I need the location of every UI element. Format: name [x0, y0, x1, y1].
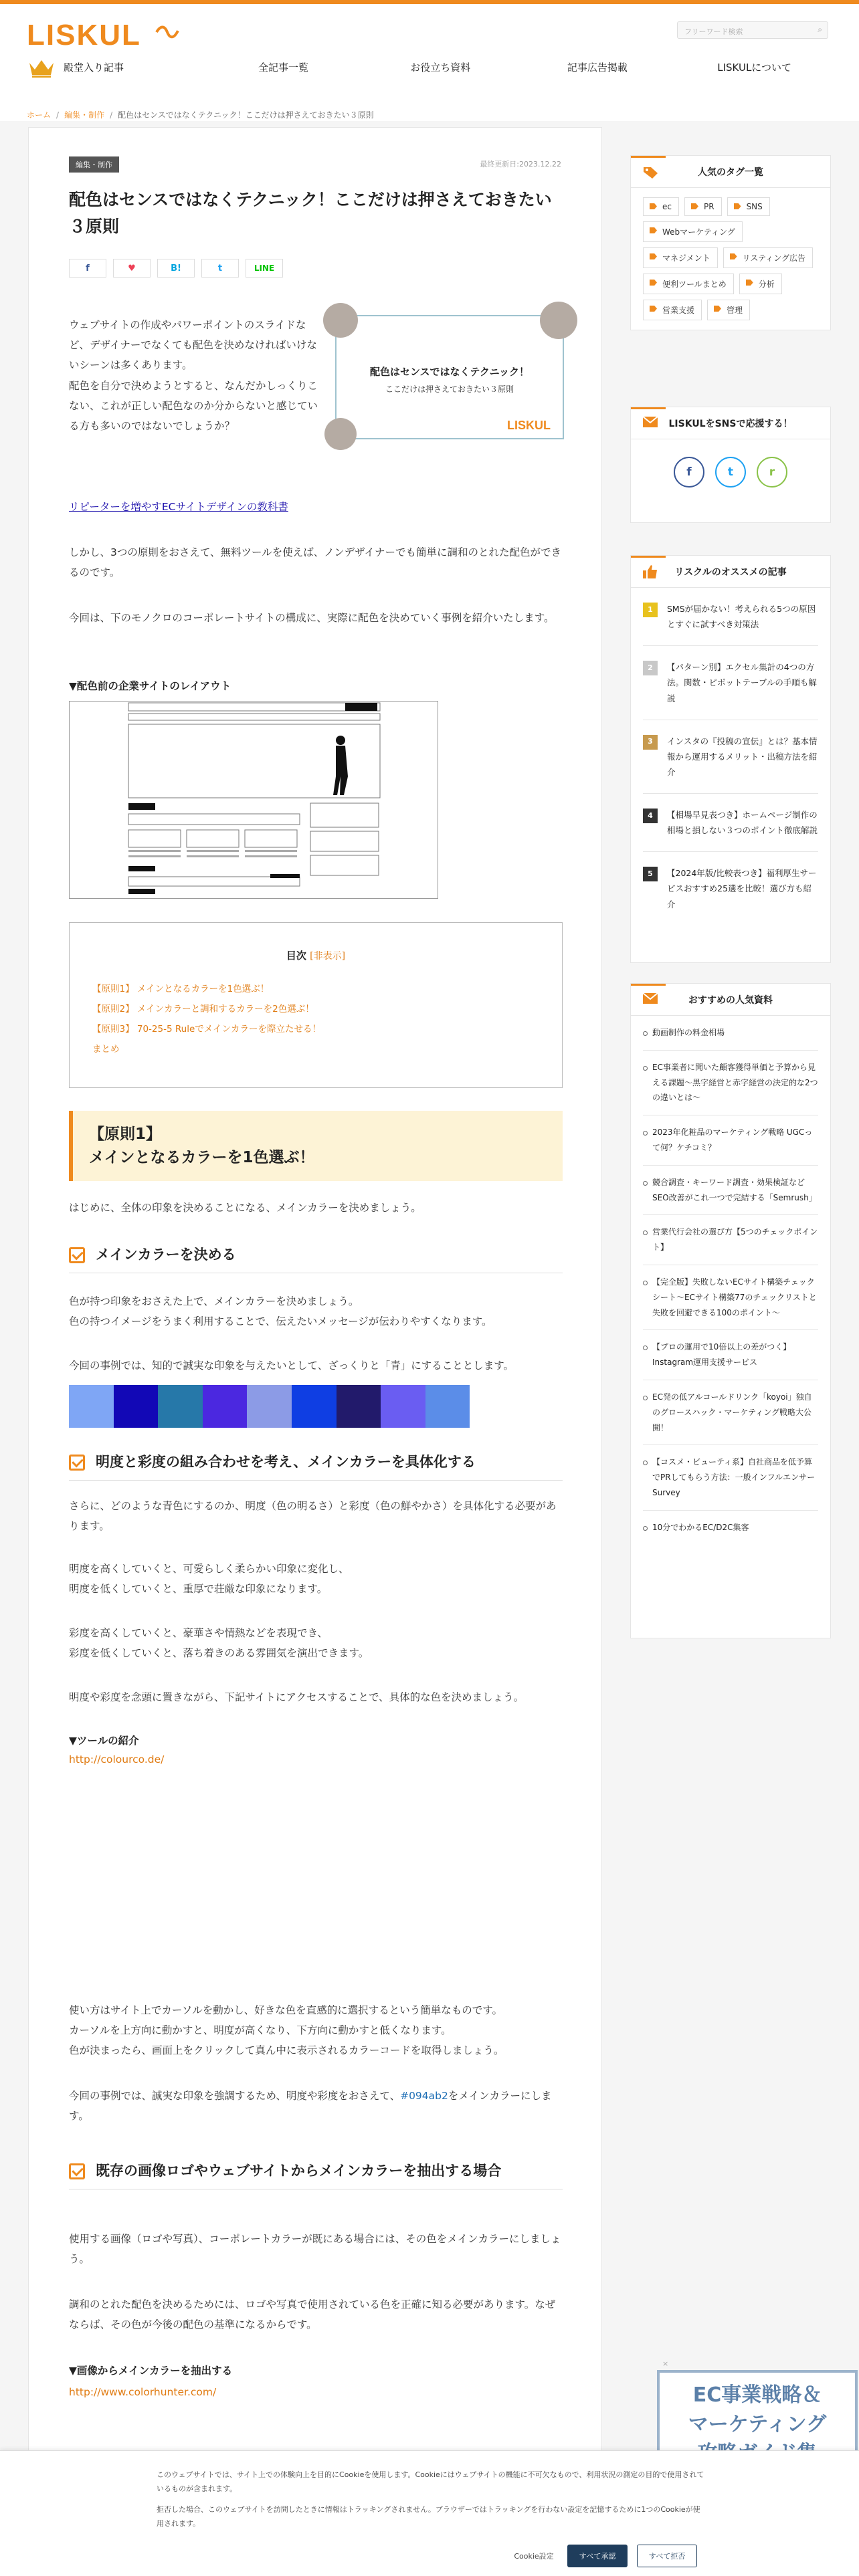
toc-item-1[interactable]: 【原則1】 メインとなるカラーを1色選ぶ！ — [92, 984, 270, 994]
case-paragraph: 今回の事例では、誠実な印象を強調するため、明度や彩度をおさえて、#094ab2をメインカラーにします。 — [69, 2090, 552, 2123]
eyecatch-subtitle: ここだけは押さえておきたい３原則 — [385, 385, 514, 394]
share-twitter-button[interactable]: t — [201, 259, 239, 278]
eyecatch-logo: LISKUL — [507, 419, 551, 432]
color-swatch — [247, 1385, 292, 1428]
rank-number-badge: 3 — [643, 735, 658, 750]
resource-item[interactable]: EC事業者に聞いた顧客獲得単価と予算から見える課題〜黒字経営と赤字経営の決定的な2つの違いとは〜 — [643, 1051, 818, 1115]
check-icon — [69, 1247, 85, 1263]
crown-icon — [28, 58, 55, 78]
monochrome-layout-image — [69, 701, 438, 899]
mail-icon — [643, 417, 658, 427]
check-icon — [69, 1455, 85, 1471]
logo-wave-icon — [155, 25, 179, 39]
resource-item[interactable]: 競合調査・キーワード調査・効果検証などSEO改善がこれ一つで完結する「Semrush」 — [643, 1166, 818, 1216]
share-buttons — [69, 259, 283, 278]
extract-paragraph-b: 調和のとれた配色を決めるためには、ロゴや写真で使用されている色を正確に知る必要があります。なぜならば、その色が今後の配色の基準になるからです。 — [69, 2298, 556, 2331]
table-of-contents — [69, 922, 563, 1088]
resource-item[interactable]: 【プロの運用で10倍以上の差がつく】Instagram運用支援サービス — [643, 1330, 818, 1380]
rank-number-badge: 2 — [643, 661, 658, 675]
main-color-paragraph-b: 色の持つイメージをうまく利用することで、伝えたいメッセージが伝わりやすくなります。 — [69, 1315, 492, 1327]
toc-item-2[interactable]: 【原則2】 メインカラーと調和するカラーを2色選ぶ！ — [92, 1004, 314, 1014]
brightness-paragraph-b: 明度を高くしていくと、可愛らしく柔らかい印象に変化し、 — [69, 1563, 349, 1575]
tool-caption: ▼ツールの紹介 — [69, 1735, 139, 1747]
twitter-icon[interactable]: t — [715, 457, 746, 488]
rank-number-badge: 4 — [643, 809, 658, 823]
ec-strategy-banner[interactable]: EC事業戦略＆ マーケティング — [657, 2370, 858, 2470]
principle-1-intro: はじめに、全体の印象を決めることになる、メインカラーを決めましょう。 — [69, 1202, 421, 1214]
site-logo[interactable]: LISKUL — [27, 19, 141, 51]
category-badge[interactable]: 編集・制作 — [69, 156, 119, 173]
tool-usage-b: カーソルを上方向に動かすと、明度が高くなり、下方向に動かすと低くなります。 — [69, 2024, 452, 2036]
main-color-paragraph-a: 色が持つ印象をおさえた上で、メインカラーを決めましょう。 — [69, 1295, 359, 1307]
subheading-decide-main-color: メインカラーを決める — [69, 1245, 563, 1273]
ranking-title: SMSが届かない！考えられる5つの原因とすぐに試すべき対策法 — [667, 604, 816, 630]
mail-icon — [643, 993, 658, 1004]
saturation-paragraph-b: 彩度を低くしていくと、落ち着きのある雰囲気を演出できます。 — [69, 1647, 369, 1659]
banner-close-button[interactable]: × — [662, 2359, 669, 2368]
color-swatch — [337, 1385, 381, 1428]
toc-toggle-button[interactable]: [非表示] — [310, 951, 346, 962]
tag-item[interactable]: 便利ツールまとめ — [643, 274, 734, 294]
cookie-accept-button[interactable]: すべて承認 — [567, 2545, 628, 2567]
breadcrumb-current: 配色はセンスではなくテクニック！ここだけは押さえておきたい３原則 — [118, 110, 374, 120]
ec-design-link[interactable]: リピーターを増やすECサイトデザインの教科書 — [69, 501, 288, 513]
cookie-reject-button[interactable]: すべて拒否 — [637, 2545, 697, 2567]
rank-number-badge: 5 — [643, 867, 658, 881]
eyecatch-title: 配色はセンスではなくテクニック！ — [369, 366, 530, 378]
toc-title: 目次 [非表示] — [286, 950, 346, 962]
resource-item[interactable]: 10分でわかるEC/D2C集客 — [643, 1511, 818, 1545]
ranking-title: インスタの『投稿の宣伝』とは？基本情報から運用するメリット・出稿方法を紹介 — [667, 736, 818, 777]
color-swatch — [381, 1385, 425, 1428]
resource-item[interactable]: EC発の低アルコールドリンク「koyoi」独自のグロースハック・マーケティング戦略大公開！ — [643, 1380, 818, 1445]
toc-item-4[interactable]: まとめ — [92, 1044, 120, 1055]
paragraph-2: しかし、3つの原則をおさえて、無料ツールを使えば、ノンデザイナーでも簡単に調和のとれた配色ができるのです。 — [69, 546, 562, 579]
eyecatch-image — [335, 315, 564, 439]
breadcrumb-category[interactable]: 編集・制作 — [64, 110, 105, 120]
facebook-icon[interactable]: f — [674, 457, 704, 488]
tag-item[interactable]: 管理 — [707, 300, 750, 320]
colourco-link[interactable]: http://colourco.de/ — [69, 1753, 165, 1765]
resource-item[interactable]: 2023年化粧品のマーケティング戦略 UGCって何？ケチコミ？ — [643, 1115, 818, 1166]
brightness-paragraph-f: 明度や彩度を念頭に置きながら、下記サイトにアクセスすることで、具体的な色を決めましょう。 — [69, 1691, 524, 1703]
color-swatch — [203, 1385, 248, 1428]
site-header — [0, 4, 859, 121]
layout-caption: ▼配色前の企業サイトのレイアウト — [69, 680, 231, 692]
breadcrumb: ホーム / 編集・制作 / 配色はセンスではなくテクニック！ここだけは押さえておきたい３原則 — [27, 110, 374, 120]
main-color-paragraph-c: 今回の事例では、知的で誠実な印象を与えたいとして、ざっくりと「青」にすることとします。 — [69, 1360, 514, 1372]
brightness-paragraph-a: さらに、どのような青色にするのか、明度（色の明るさ）と彩度（色の鮮やかさ）を具体化する必要があります。 — [69, 1500, 557, 1533]
tag-item[interactable]: 分析 — [739, 274, 782, 294]
recommended-articles-widget: リスクルのオススメの記事 1 SMSが届かない！考えられる5つの原因とすぐに試すべき対策法 2 【パターン別】エクセル集計の4つの方法。関数・ピボットテーブルの手順も解説 3 インスタの『投稿の宣伝』とは？基本情報から運用するメリット・出稿方法を紹介 4 【相場早見表つき】ホームページ制作の相場と損しない３つのポイント徹底解説 5 【2024年版/比較表つき】福利厚生サービスおすすめ25選を比較！選び方も紹介 — [630, 555, 831, 963]
extract-paragraph-a: 使用する画像（ロゴや写真）、コーポレートカラーが既にある場合には、その色をメインカラーにしましょう。 — [69, 2233, 561, 2266]
ranking-list — [631, 588, 830, 926]
tag-item[interactable]: SNS — [727, 197, 770, 216]
tag-item[interactable]: ec — [643, 197, 679, 216]
ranking-item[interactable] — [643, 794, 818, 852]
tag-item[interactable]: リスティング広告 — [723, 247, 813, 268]
sns-widget: LISKULをSNSで応援する！ f t r — [630, 407, 831, 523]
popular-resources-widget: おすすめの人気資料 動画制作の料金相場 EC事業者に聞いた顧客獲得単価と予算から見える課題〜黒字経営と赤字経営の決定的な2つの違いとは〜 2023年化粧品のマーケティング戦略 UGCって何？ケチコミ？ 競合調査・キーワード調査・効果検証などSEO改善がこれ一つで完結する「Semrush」 営業代行会社の選び方【5つのチェックポイント】 【完全版】失敗しないECサイト構築チェックシート〜ECサイト構築77のチェックリストと失敗を回避できる100のポイント〜 【プロの運用で10倍以上の差がつく】Instagram運用支援サービス EC発の低アルコールドリンク「koyoi」独自のグロースハック・マーケティング戦略大公開！ 【コスメ・ビューティ系】自社商品を低予算でPRしてもらう方法：一般インフルエンサーSurvey 10分でわかるEC/D2C集客 — [630, 983, 831, 1638]
tag-icon — [643, 165, 659, 179]
tag-item[interactable]: 営業支援 — [643, 300, 702, 320]
ranking-item[interactable] — [643, 588, 818, 646]
updated-date: 最終更新日:2023.12.22 — [480, 160, 561, 169]
breadcrumb-home[interactable]: ホーム — [27, 110, 52, 120]
rss-icon[interactable]: r — [757, 457, 787, 488]
subheading-brightness-saturation: 明度と彩度の組み合わせを考え、メインカラーを具体化する — [69, 1452, 563, 1481]
resource-item[interactable]: 【コスメ・ビューティ系】自社商品を低予算でPRしてもらう方法：一般インフルエンサーSurvey — [643, 1445, 818, 1510]
intro-paragraph: ウェブサイトの作成やパワーポイントのスライドなど、デザイナーでなくても配色を決めなければいけないシーンは多くあります。 配色を自分で決めようとすると、なんだかしっくりこない、これが正しい配色なのか分からないと感じている方も多いのではないでしょうか？ — [69, 319, 318, 433]
subheading-extract-color: 既存の画像ロゴやウェブサイトからメインカラーを抽出する場合 — [69, 2161, 563, 2189]
tag-item[interactable]: Webマーケティング — [643, 221, 743, 242]
share-line-button[interactable]: LINE — [246, 259, 283, 278]
color-swatch — [292, 1385, 337, 1428]
check-icon — [69, 2163, 85, 2179]
ranking-item[interactable] — [643, 720, 818, 794]
brightness-paragraph-c: 明度を低くしていくと、重厚で荘厳な印象になります。 — [69, 1583, 328, 1595]
nav-all-articles[interactable]: 全記事一覧 — [258, 62, 309, 74]
tool-usage-a: 使い方はサイト上でカーソルを動かし、好きな色を直感的に選択するという簡単なものです。 — [69, 2004, 503, 2016]
resource-item[interactable]: 【完全版】失敗しないECサイト構築チェックシート〜ECサイト構築77のチェックリストと失敗を回避できる100のポイント〜 — [643, 1265, 818, 1330]
share-pocket-button[interactable]: ♥ — [113, 259, 151, 278]
article-title: 配色はセンスではなくテクニック！ここだけは押さえておきたい３原則 — [69, 190, 552, 236]
share-hatena-button[interactable]: B! — [157, 259, 195, 278]
search-input[interactable] — [677, 21, 828, 39]
global-nav — [64, 60, 833, 74]
tool-usage-c: 色が決まったら、画面上をクリックして真ん中に表示されるカラーコードを取得しましょう。 — [69, 2044, 504, 2056]
paragraph-3: 今回は、下のモノクロのコーポレートサイトの構成に、実際に配色を決めていく事例を紹介いたします。 — [69, 612, 555, 624]
tag-item[interactable]: マネジメント — [643, 247, 718, 268]
resource-item[interactable]: 営業代行会社の選び方【5つのチェックポイント】 — [643, 1215, 818, 1265]
color-swatch — [158, 1385, 203, 1428]
colorhunter-link[interactable]: http://www.colorhunter.com/ — [69, 2386, 217, 2398]
search-icon[interactable]: ⌕ — [818, 25, 822, 34]
section-heading-principle-1: 【原則1】 メインとなるカラーを1色選ぶ！ — [69, 1111, 563, 1181]
cookie-consent-bar — [0, 2450, 859, 2576]
blue-color-swatches — [69, 1385, 470, 1428]
tag-item[interactable]: PR — [684, 197, 722, 216]
popular-tags-widget: 人気のタグ一覧 ec PR SNS Webマーケティング マネジメント リスティング広告 便利ツールまとめ 分析 営業支援 管理 — [630, 155, 831, 330]
ranking-title: 【2024年版/比較表つき】福利厚生サービスおすすめ25選を比較！選び方も紹介 — [667, 868, 817, 909]
rank-number-badge: 1 — [643, 603, 658, 617]
resources-list — [631, 1016, 830, 1545]
color-swatch — [69, 1385, 114, 1428]
color-swatch — [425, 1385, 470, 1428]
tag-list — [631, 188, 830, 330]
thumbs-up-icon — [643, 565, 658, 578]
nav-about[interactable]: LISKULについて — [717, 62, 792, 74]
sns-buttons — [631, 439, 830, 505]
resource-item[interactable]: 動画制作の料金相場 — [643, 1016, 818, 1051]
color-swatch — [114, 1385, 159, 1428]
share-facebook-button[interactable]: f — [69, 259, 106, 278]
article-container — [28, 127, 602, 2468]
nav-advertising[interactable]: 記事広告掲載 — [567, 62, 628, 74]
ranking-item[interactable] — [643, 852, 818, 925]
ranking-title: 【相場早見表つき】ホームページ制作の相場と損しない３つのポイント徹底解説 — [667, 810, 818, 836]
search-placeholder: フリーワード検索 — [684, 27, 743, 36]
ranking-item[interactable] — [643, 646, 818, 720]
cookie-settings-button[interactable]: Cookie設定 — [514, 2552, 554, 2561]
nav-resources[interactable]: お役立ち資料 — [410, 62, 471, 74]
extract-caption: ▼画像からメインカラーを抽出する — [69, 2365, 233, 2377]
toc-item-3[interactable]: 【原則3】 70-25-5 Ruleでメインカラーを際立たせる！ — [92, 1024, 321, 1035]
nav-hall-of-fame[interactable]: 殿堂入り記事 — [64, 62, 124, 74]
saturation-paragraph-a: 彩度を高くしていくと、豪華さや情熱などを表現でき、 — [69, 1627, 328, 1639]
ranking-title: 【パターン別】エクセル集計の4つの方法。関数・ピボットテーブルの手順も解説 — [667, 662, 817, 704]
cookie-message: このウェブサイトでは、サイト上での体験向上を目的にCookieを使用します。Cookieにはウェブサイトの機能に不可欠なもので、利用状況の測定の目的で使用されているものが含まれます。 拒否した場合、このウェブサイトを訪問したときに情報はトラッキングされません。ブラウザーではトラッキングを行わない設定を記憶するために1つのCookieが使用されます。 — [157, 2470, 704, 2528]
